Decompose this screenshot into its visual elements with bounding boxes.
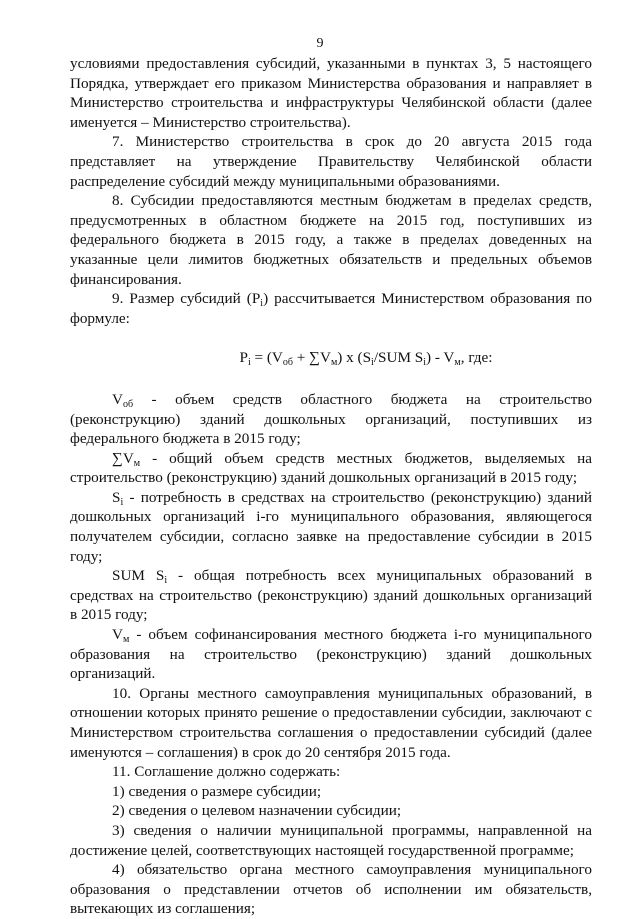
definition-symbol: V [112,390,123,408]
page-number: 9 [316,36,324,51]
definition-sum-si [70,566,592,625]
list-item-2: 2) сведения о целевом назначении субсидии; [112,802,402,820]
formula-part: ) x (S [337,349,372,367]
definition-text: - общая потребность всех муниципальных образований в средствах на строительство (реконструкцию) зданий дошкольных организаций в 2015 году; [70,567,592,624]
paragraph-9-sub: i [260,298,264,310]
list-item-4: 4) обязательство органа местного самоуправления муниципального образования о представлении отчетов об исполнении им обязательств, вытекающих из соглашения; [70,861,592,918]
definition-text: - объем средств областного бюджета на строительство (реконструкцию) зданий дошкольных организаций, поступивших из федерального бюджета в 2015 году; [70,390,592,448]
formula-part: P [239,349,248,367]
definition-text: - потребность в средствах на строительство (реконструкцию) зданий дошкольных организаций i-го муниципального образования, являющегося получателем субсидии, согласно заявке на предоставление субсидии в 2015 году; [70,488,592,565]
definition-symbol: SUM S [112,567,165,585]
definition-text: - объем софинансирования местного бюджета i-го муниципального образования на строительство (реконструкцию) зданий дошкольных организаций. [70,626,592,683]
paragraph-9-text-a: 9. Размер субсидий (P [112,290,261,308]
formula [140,348,592,368]
formula-part: = (V [250,349,283,367]
definition-vm [70,625,592,684]
formula-part: + ∑V [293,349,331,367]
formula-sub: i [247,357,251,369]
definition-symbol: ∑V [112,449,134,467]
definition-text: - общий объем средств местных бюджетов, выделяемых на строительство (реконструкцию) зданий дошкольных организаций в 2015 году; [70,449,592,487]
formula-part: /SUM S [373,349,424,367]
paragraph-7: 7. Министерство строительства в срок до 20 августа 2015 года представляет на утверждение Правительству Челябинской области распределение субсидий между муниципальными образованиями. [70,133,592,190]
document-body [70,54,592,919]
formula-part: ) - V [426,349,455,367]
list-item-1: 1) сведения о размере субсидии; [112,782,322,800]
formula-sub: об [282,357,293,369]
paragraph-10: 10. Органы местного самоуправления муниципальных образований, в отношении которых принято решение о предоставлении субсидии, заключают с Министерством строительства соглашения о предоставлении субсидий (далее именуются – соглашения) в срок до 20 сентября 2015 года. [70,684,592,761]
definition-symbol: V [112,626,123,644]
paragraph-11: 11. Соглашение должно содержать: [112,763,341,781]
definition-sub: м [133,457,141,469]
list-item-3: 3) сведения о наличии муниципальной программы, направленной на достижение целей, соответствующих настоящей государственной программе; [70,821,592,859]
definition-vob [70,390,592,449]
definition-sub: i [164,575,168,587]
paragraph-9-text-b: ) рассчитывается Министерством образования по формуле: [70,290,592,327]
definition-sum-vm [70,449,592,488]
definition-sub: об [122,398,134,410]
formula-sub: i [371,357,374,369]
formula-sub: i [423,357,426,369]
formula-part: , где: [460,349,493,367]
definition-sub: м [122,634,130,646]
paragraph-8: 8. Субсидии предоставляются местным бюджетам в пределах средств, предусмотренных в областном бюджете на 2015 год, поступивших из федерального бюджета в 2015 году, а также в пределах доведенных на указанные цели лимитов бюджетных обязательств и предельных объемов финансирования. [70,192,592,288]
formula-sub: м [454,357,461,369]
definition-symbol: S [112,488,121,506]
paragraph-9 [70,289,592,328]
paragraph-intro: условиями предоставления субсидий, указанными в пунктах 3, 5 настоящего Порядка, утверждает его приказом Министерства образования и направляет в Министерство строительства и инфраструктуры Челябинской области (далее именуется – Министерство строительства). [70,55,592,131]
definition-si [70,488,592,566]
formula-sub: м [330,357,338,369]
definition-sub: i [120,496,124,508]
